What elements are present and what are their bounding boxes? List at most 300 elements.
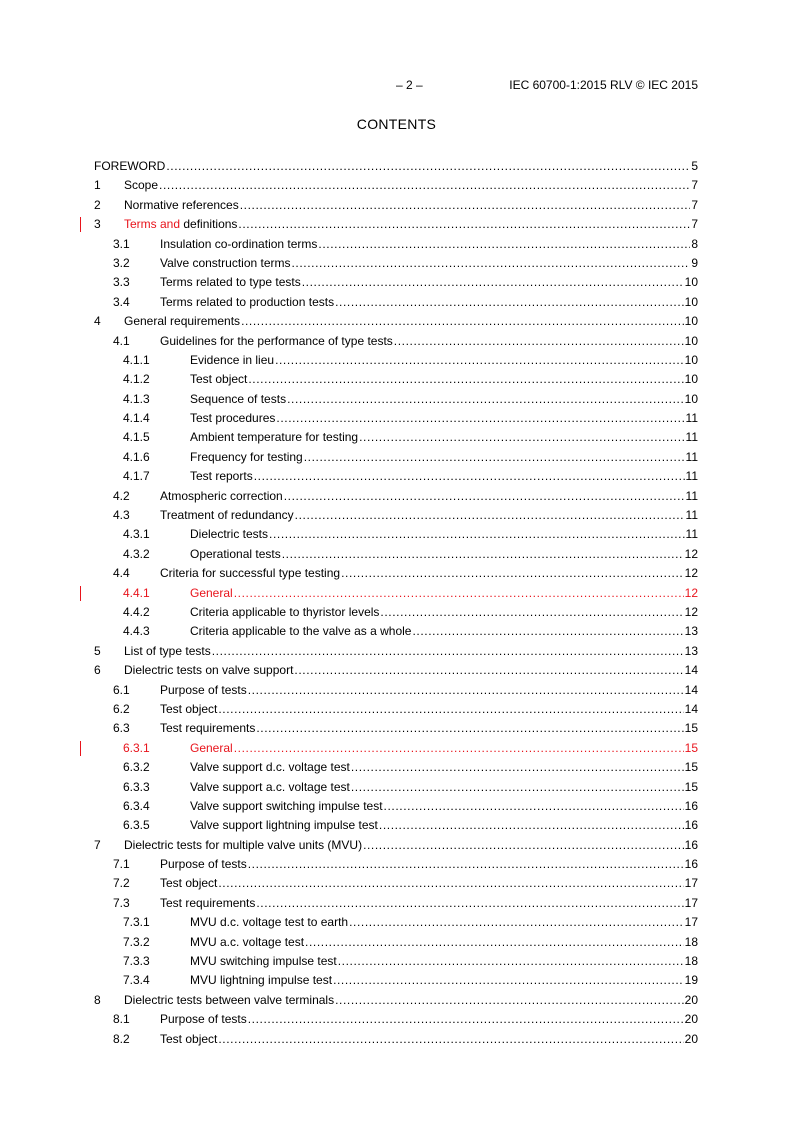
toc-entry-title-text: Valve support a.c. voltage test: [190, 779, 350, 794]
toc-entry-line: [160, 506, 698, 525]
toc-dot-leader: [379, 816, 684, 835]
toc-entry[interactable]: [94, 971, 698, 990]
toc-entry-line: [160, 700, 698, 719]
toc-entry-number: 6.3.1: [123, 740, 150, 755]
toc-entry-title: [190, 584, 234, 603]
toc-entry-page: 16: [684, 798, 698, 813]
toc-entry-title: [124, 215, 238, 234]
toc-entry-page: 14: [684, 701, 698, 716]
toc-entry-line: [160, 487, 698, 506]
toc-dot-leader: [256, 719, 683, 738]
toc-entry-number: 6.3: [113, 721, 130, 736]
page-title: CONTENTS: [356, 116, 437, 132]
toc-dot-leader: [338, 952, 684, 971]
toc-entry[interactable]: [94, 506, 698, 525]
toc-entry-title-text: Criteria applicable to the valve as a whole: [190, 624, 412, 639]
toc-entry-title-text: Dielectric tests for multiple valve units (MVU): [124, 837, 363, 852]
toc-entry[interactable]: [94, 952, 698, 971]
toc-entry-number: 1: [94, 178, 101, 193]
toc-entry-number: 3.3: [113, 275, 130, 290]
toc-entry-title: [160, 235, 318, 254]
toc-entry[interactable]: [94, 196, 698, 215]
toc-entry[interactable]: [94, 622, 698, 641]
toc-dot-leader: [359, 428, 684, 447]
toc-entry-title: [160, 273, 302, 292]
toc-entry[interactable]: [94, 370, 698, 389]
toc-entry[interactable]: [94, 758, 698, 777]
toc-entry-line: [160, 273, 698, 292]
toc-entry-title-text: Purpose of tests: [160, 1012, 247, 1027]
toc-dot-leader: [166, 157, 690, 176]
toc-entry-line: [124, 836, 698, 855]
toc-entry-line: [190, 351, 698, 370]
toc-entry-page: 10: [684, 294, 698, 309]
toc-entry[interactable]: [94, 661, 698, 680]
toc-entry-line: [190, 467, 698, 486]
toc-entry[interactable]: [94, 855, 698, 874]
toc-entry-title: [160, 874, 218, 893]
toc-entry-title: [124, 642, 212, 661]
toc-entry-page: 18: [684, 954, 698, 969]
toc-entry-number: 4.1.2: [123, 372, 150, 387]
toc-entry-line: [124, 215, 698, 234]
toc-entry-line: [124, 312, 698, 331]
toc-entry-number: 7.3: [113, 895, 130, 910]
toc-entry-page: 17: [684, 895, 698, 910]
toc-entry-title-text: Atmospheric correction: [160, 488, 283, 503]
toc-entry-added-text: Terms and: [124, 217, 181, 232]
toc-entry[interactable]: [94, 176, 698, 195]
toc-entry-title: [160, 564, 341, 583]
toc-entry[interactable]: [94, 273, 698, 292]
toc-entry-line: [124, 642, 698, 661]
toc-entry[interactable]: [94, 448, 698, 467]
page-number: – 2 –: [396, 78, 423, 92]
toc-dot-leader: [349, 913, 684, 932]
toc-entry-number: 4.1.1: [123, 352, 150, 367]
toc-entry-page: 13: [684, 643, 698, 658]
toc-entry-page: 20: [684, 992, 698, 1007]
toc-entry-title-text: MVU d.c. voltage test to earth: [190, 915, 349, 930]
toc-entry-page: 18: [684, 934, 698, 949]
toc-entry-page: 16: [684, 857, 698, 872]
toc-entry-number: 4.1.6: [123, 449, 150, 464]
toc-entry-line: [160, 1010, 698, 1029]
toc-entry-title-text: List of type tests: [124, 643, 211, 658]
toc-entry[interactable]: [94, 467, 698, 486]
toc-entry-title-text: Scope: [124, 178, 159, 193]
page-header: [96, 78, 698, 94]
toc-entry-title-text: Test object: [160, 701, 218, 716]
toc-entry-title: [160, 894, 256, 913]
toc-entry-line: [190, 545, 698, 564]
toc-dot-leader: [234, 584, 684, 603]
toc-dot-leader: [218, 874, 683, 893]
toc-entry-number: 4.2: [113, 488, 130, 503]
toc-entry-line: [190, 370, 698, 389]
toc-entry-title-text: MVU switching impulse test: [190, 954, 337, 969]
toc-entry[interactable]: [94, 215, 698, 234]
toc-entry[interactable]: [94, 332, 698, 351]
toc-dot-leader: [294, 661, 683, 680]
toc-entry-line: [190, 409, 698, 428]
toc-entry-title: [160, 254, 292, 273]
toc-entry-number: 2: [94, 197, 101, 212]
revision-change-bar: [80, 741, 81, 756]
toc-entry-line: [160, 894, 698, 913]
toc-entry[interactable]: [94, 739, 698, 758]
toc-entry[interactable]: [94, 525, 698, 544]
toc-entry-title-text: General: [190, 585, 233, 600]
toc-dot-leader: [248, 681, 684, 700]
toc-entry-number: 4: [94, 314, 101, 329]
toc-entry-title: [124, 991, 335, 1010]
toc-entry-title: [160, 332, 394, 351]
toc-entry-title-text: Test object: [160, 876, 218, 891]
toc-entry-title-text: Dielectric tests on valve support: [124, 663, 294, 678]
toc-entry-page: 10: [684, 372, 698, 387]
toc-entry-title: [160, 681, 248, 700]
toc-entry-number: 7.3.2: [123, 934, 150, 949]
toc-entry-number: 7.3.1: [123, 915, 150, 930]
toc-entry-line: [124, 991, 698, 1010]
toc-entry-number: 4.4.2: [123, 604, 150, 619]
toc-entry-page: 20: [684, 1031, 698, 1046]
toc-entry-title-text: Ambient temperature for testing: [190, 430, 359, 445]
toc-entry-title-text: MVU a.c. voltage test: [190, 934, 305, 949]
toc-entry-title: [160, 700, 218, 719]
toc-entry-title-text: Test object: [190, 372, 248, 387]
toc-entry-title: [160, 719, 256, 738]
toc-entry-number: 7.3.3: [123, 954, 150, 969]
toc-entry-title: [94, 157, 166, 176]
toc-entry[interactable]: [94, 836, 698, 855]
toc-entry-title-text: Operational tests: [190, 546, 281, 561]
toc-entry[interactable]: [94, 254, 698, 273]
toc-entry-page: 10: [684, 275, 698, 290]
toc-entry-title: [190, 351, 275, 370]
toc-entry-page: 10: [684, 333, 698, 348]
toc-dot-leader: [305, 933, 684, 952]
toc-entry-title-text: Purpose of tests: [160, 682, 247, 697]
toc-entry-title: [124, 196, 240, 215]
toc-entry-title: [190, 933, 305, 952]
toc-entry-title-text: Test requirements: [160, 721, 256, 736]
toc-entry-number: 4.3.2: [123, 546, 150, 561]
toc-entry-title: [160, 1010, 248, 1029]
toc-entry-page: 7: [691, 217, 698, 232]
toc-entry-number: 3: [94, 217, 101, 232]
toc-entry-line: [160, 874, 698, 893]
toc-entry-number: 5: [94, 643, 101, 658]
toc-entry-number: 6: [94, 663, 101, 678]
toc-dot-leader: [335, 991, 684, 1010]
toc-dot-leader: [412, 622, 683, 641]
toc-entry-title-text: FOREWORD: [94, 159, 166, 173]
toc-entry[interactable]: [94, 991, 698, 1010]
toc-dot-leader: [276, 409, 684, 428]
toc-dot-leader: [240, 196, 691, 215]
toc-entry[interactable]: [94, 700, 698, 719]
toc-dot-leader: [304, 448, 685, 467]
toc-entry-title: [190, 913, 349, 932]
toc-entry-number: 7: [94, 837, 101, 852]
toc-entry-title: [190, 739, 234, 758]
toc-entry[interactable]: [94, 293, 698, 312]
toc-entry[interactable]: [94, 564, 698, 583]
toc-entry-number: 3.1: [113, 236, 130, 251]
toc-entry-line: [190, 390, 698, 409]
toc-entry-page: 17: [684, 876, 698, 891]
toc-entry[interactable]: [94, 1030, 698, 1049]
toc-entry-line: [190, 971, 698, 990]
toc-dot-leader: [363, 836, 684, 855]
toc-entry-page: 14: [684, 663, 698, 678]
toc-entry-title-text: Valve support d.c. voltage test: [190, 760, 350, 775]
toc-entry-title-text: Criteria for successful type testing: [160, 566, 341, 581]
toc-entry-number: 6.3.5: [123, 818, 150, 833]
toc-entry-title-text: Normative references: [124, 197, 239, 212]
toc-entry-page: 12: [684, 566, 698, 581]
toc-entry-line: [160, 564, 698, 583]
toc-dot-leader: [380, 603, 683, 622]
toc-entry-page: 12: [684, 546, 698, 561]
toc-entry-title: [190, 603, 380, 622]
toc-entry[interactable]: [94, 545, 698, 564]
toc-entry-number: 3.4: [113, 294, 130, 309]
toc-entry-title: [190, 622, 412, 641]
toc-entry-line: [190, 758, 698, 777]
toc-entry-number: 6.3.4: [123, 798, 150, 813]
toc-entry-number: 6.3.3: [123, 779, 150, 794]
toc-dot-leader: [238, 215, 690, 234]
toc-entry-title: [190, 525, 269, 544]
toc-entry-page: 12: [684, 604, 698, 619]
toc-entry-page: 10: [684, 391, 698, 406]
toc-entry[interactable]: [94, 778, 698, 797]
toc-entry-title-text: General: [190, 740, 233, 755]
toc-entry-title-text: Treatment of redundancy: [160, 508, 294, 523]
toc-entry-title-text: Terms related to type tests: [160, 275, 301, 290]
toc-dot-leader: [269, 525, 685, 544]
toc-entry-number: 6.3.2: [123, 760, 150, 775]
toc-entry-line: [190, 584, 698, 603]
toc-entry-page: 8: [691, 236, 698, 251]
toc-entry-page: 11: [685, 469, 698, 484]
toc-entry[interactable]: [94, 642, 698, 661]
revision-change-bar: [80, 586, 81, 601]
toc-entry[interactable]: [94, 719, 698, 738]
toc-entry[interactable]: [94, 1010, 698, 1029]
toc-dot-leader: [384, 797, 684, 816]
toc-entry[interactable]: [94, 874, 698, 893]
standard-identifier: IEC 60700-1:2015 RLV © IEC 2015: [509, 78, 698, 92]
toc-entry-line: [160, 293, 698, 312]
toc-entry[interactable]: [94, 603, 698, 622]
toc-entry-page: 5: [691, 159, 698, 173]
toc-entry-title: [190, 409, 276, 428]
toc-dot-leader: [248, 1010, 684, 1029]
toc-entry-title-text: Purpose of tests: [160, 857, 247, 872]
toc-entry[interactable]: [94, 894, 698, 913]
toc-entry-title: [190, 370, 248, 389]
toc-entry-page: 12: [684, 585, 698, 600]
toc-entry-number: 4.4.1: [123, 585, 150, 600]
toc-entry-page: 11: [685, 488, 698, 503]
toc-dot-leader: [335, 293, 684, 312]
toc-entry-line: [190, 797, 698, 816]
toc-entry-title: [124, 836, 363, 855]
toc-entry-page: 9: [691, 255, 698, 270]
toc-entry-title-text: Test reports: [190, 469, 253, 484]
toc-dot-leader: [254, 467, 685, 486]
toc-entry-number: 6.1: [113, 682, 130, 697]
toc-entry-title-text: Terms related to production tests: [160, 294, 335, 309]
toc-entry-title: [190, 797, 384, 816]
toc-entry-line: [190, 603, 698, 622]
toc-entry-line: [160, 332, 698, 351]
toc-entry-line: [190, 913, 698, 932]
toc-entry-title-text: MVU lightning impulse test: [190, 973, 333, 988]
toc-entry-number: 7.2: [113, 876, 130, 891]
toc-entry-line: [190, 448, 698, 467]
toc-entry-title-text: definitions: [183, 217, 238, 232]
toc-entry-line: [160, 719, 698, 738]
toc-entry[interactable]: [94, 816, 698, 835]
toc-entry-title-text: General requirements: [124, 314, 241, 329]
toc-entry[interactable]: [94, 409, 698, 428]
toc-entry-page: 16: [684, 837, 698, 852]
toc-entry-number: 8.2: [113, 1031, 130, 1046]
toc-entry-page: 10: [684, 314, 698, 329]
toc-entry-title: [190, 758, 351, 777]
toc-entry-line: [190, 933, 698, 952]
toc-dot-leader: [282, 545, 684, 564]
toc-entry-title: [190, 952, 338, 971]
toc-entry-line: [160, 235, 698, 254]
revision-change-bar: [80, 217, 81, 232]
toc-dot-leader: [295, 506, 685, 525]
toc-entry-page: 11: [685, 527, 698, 542]
toc-entry-title: [124, 661, 294, 680]
toc-entry-line: [190, 778, 698, 797]
toc-dot-leader: [292, 254, 691, 273]
toc-entry[interactable]: [94, 235, 698, 254]
toc-entry-page: 11: [685, 411, 698, 426]
toc-entry-page: 13: [684, 624, 698, 639]
toc-entry-title-text: Frequency for testing: [190, 449, 303, 464]
toc-entry-line: [124, 196, 698, 215]
toc-entry-title-text: Dielectric tests between valve terminals: [124, 992, 335, 1007]
toc-entry-line: [190, 622, 698, 641]
toc-entry-number: 4.1.4: [123, 411, 150, 426]
toc-dot-leader: [248, 855, 684, 874]
toc-entry-line: [190, 739, 698, 758]
toc-entry[interactable]: [94, 157, 698, 176]
toc-entry-line: [124, 661, 698, 680]
toc-dot-leader: [159, 176, 690, 195]
toc-entry-page: 11: [685, 430, 698, 445]
toc-entry[interactable]: [94, 933, 698, 952]
toc-entry-line: [94, 157, 698, 176]
toc-entry-title-text: Dielectric tests: [190, 527, 269, 542]
toc-dot-leader: [275, 351, 684, 370]
toc-entry[interactable]: [94, 913, 698, 932]
toc-entry-title: [190, 390, 287, 409]
toc-entry-number: 4.4: [113, 566, 130, 581]
toc-entry-number: 4.1.3: [123, 391, 150, 406]
toc-entry[interactable]: [94, 312, 698, 331]
toc-entry-title: [124, 176, 159, 195]
toc-entry-line: [124, 176, 698, 195]
toc-entry-page: 10: [684, 352, 698, 367]
toc-entry-title: [190, 428, 359, 447]
toc-entry-page: 17: [684, 915, 698, 930]
toc-entry[interactable]: [94, 797, 698, 816]
toc-entry-title: [190, 971, 333, 990]
toc-entry-title: [160, 1030, 218, 1049]
toc-entry-number: 8: [94, 992, 101, 1007]
toc-entry-title-text: Test object: [160, 1031, 218, 1046]
toc-entry-line: [160, 254, 698, 273]
toc-dot-leader: [351, 758, 684, 777]
toc-entry[interactable]: [94, 351, 698, 370]
toc-entry-title-text: Insulation co-ordination terms: [160, 236, 318, 251]
toc-entry-title: [124, 312, 241, 331]
toc-entry-number: 4.4.3: [123, 624, 150, 639]
toc-entry-title: [160, 506, 295, 525]
toc-entry-line: [190, 952, 698, 971]
toc-dot-leader: [256, 894, 683, 913]
toc-entry[interactable]: [94, 428, 698, 447]
toc-entry-page: 11: [685, 449, 698, 464]
toc-dot-leader: [333, 971, 684, 990]
toc-dot-leader: [248, 370, 683, 389]
toc-entry-line: [190, 816, 698, 835]
toc-entry-page: 15: [684, 779, 698, 794]
toc-entry-page: 7: [691, 197, 698, 212]
toc-entry[interactable]: [94, 390, 698, 409]
toc-entry-page: 16: [684, 818, 698, 833]
toc-entry-title-text: Valve support switching impulse test: [190, 798, 383, 813]
toc-entry-line: [190, 525, 698, 544]
toc-entry-number: 7.1: [113, 857, 130, 872]
toc-entry-page: 15: [684, 760, 698, 775]
toc-entry-title: [160, 855, 248, 874]
toc-dot-leader: [234, 739, 684, 758]
toc-entry-number: 6.2: [113, 701, 130, 716]
toc-entry-title: [190, 448, 304, 467]
toc-dot-leader: [351, 778, 684, 797]
toc-entry-line: [190, 428, 698, 447]
toc-entry-page: 15: [684, 721, 698, 736]
toc-entry-page: 20: [684, 1012, 698, 1027]
toc-entry-title: [190, 816, 379, 835]
toc-entry-title-text: Test requirements: [160, 895, 256, 910]
toc-entry[interactable]: [94, 681, 698, 700]
toc-entry[interactable]: [94, 584, 698, 603]
toc-entry-number: 4.1.5: [123, 430, 150, 445]
toc-entry-title: [190, 467, 254, 486]
toc-entry-page: 15: [684, 740, 698, 755]
toc-dot-leader: [394, 332, 684, 351]
toc-entry[interactable]: [94, 487, 698, 506]
toc-dot-leader: [341, 564, 684, 583]
toc-dot-leader: [212, 642, 684, 661]
toc-dot-leader: [318, 235, 690, 254]
toc-entry-line: [160, 681, 698, 700]
toc-dot-leader: [241, 312, 684, 331]
